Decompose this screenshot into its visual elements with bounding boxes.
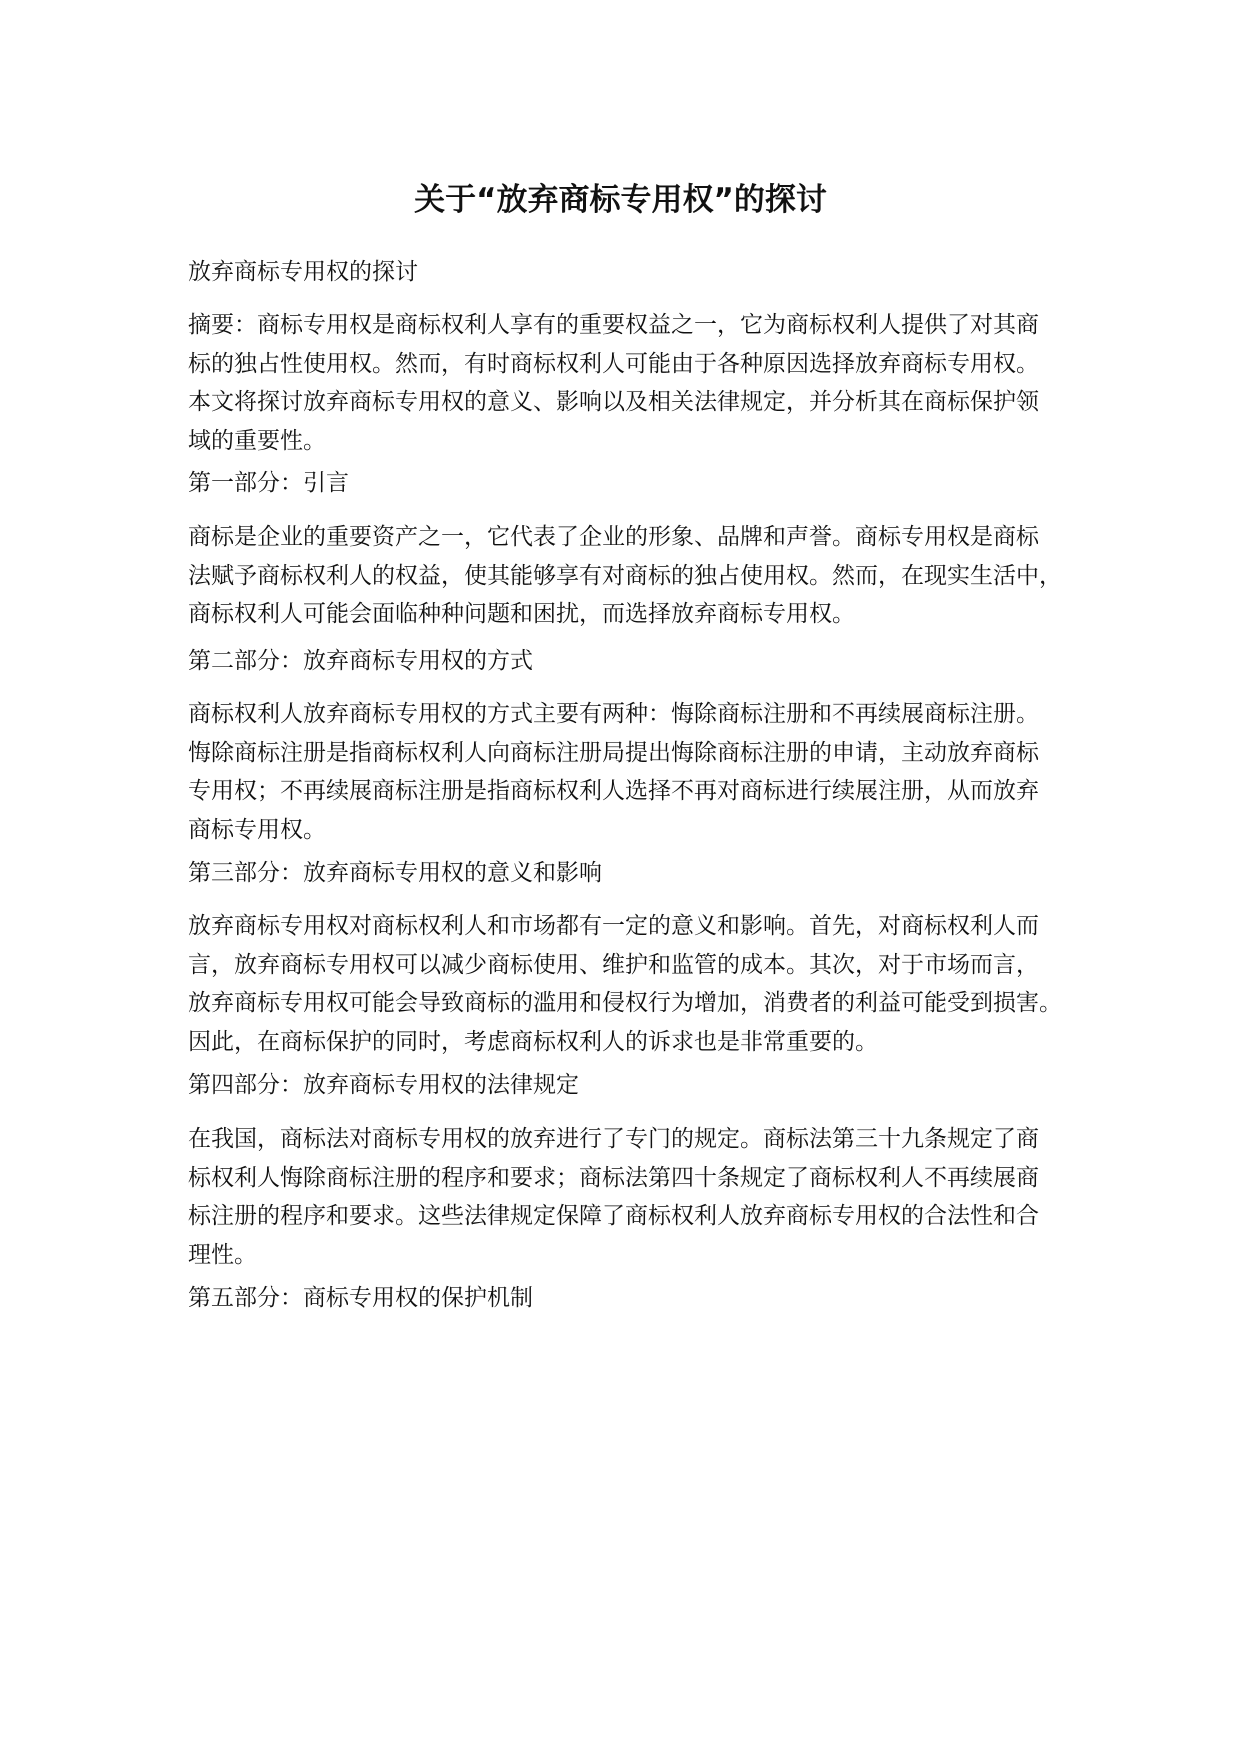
- paragraph-line: 因此，在商标保护的同时，考虑商标权利人的诉求也是非常重要的。: [188, 1028, 878, 1055]
- part3-paragraph: [188, 907, 1062, 1061]
- paragraph-line: 理性。: [188, 1241, 257, 1268]
- paragraph-line: 标权利人悔除商标注册的程序和要求；商标法第四十条规定了商标权利人不再续展商: [188, 1164, 1039, 1191]
- document-title: 关于“放弃商标专用权”的探讨: [414, 182, 827, 218]
- part3-heading: [188, 854, 602, 893]
- section-heading: 第一部分：引言: [188, 470, 349, 496]
- part2-heading: [188, 642, 533, 681]
- abstract-line: 本文将探讨放弃商标专用权的意义、影响以及相关法律规定，并分析其在商标保护领: [188, 389, 1039, 415]
- part4-heading: [188, 1066, 579, 1105]
- paragraph-line: 悔除商标注册是指商标权利人向商标注册局提出悔除商标注册的申请，主动放弃商标: [188, 739, 1039, 766]
- section-heading: 第五部分：商标专用权的保护机制: [188, 1285, 533, 1311]
- paragraph-line: 放弃商标专用权可能会导致商标的滥用和侵权行为增加，消费者的利益可能受到损害。: [188, 990, 1062, 1016]
- abstract-paragraph: [188, 306, 1039, 460]
- abstract-line: 标的独占性使用权。然而，有时商标权利人可能由于各种原因选择放弃商标专用权。: [188, 350, 1039, 377]
- abstract-line: 摘要：商标专用权是商标权利人享有的重要权益之一，它为商标权利人提供了对其商: [188, 312, 1039, 338]
- paragraph-line: 在我国，商标法对商标专用权的放弃进行了专门的规定。商标法第三十九条规定了商: [188, 1126, 1039, 1152]
- paragraph-line: 放弃商标专用权对商标权利人和市场都有一定的意义和影响。首先，对商标权利人而: [188, 913, 1039, 939]
- paragraph-line: 专用权；不再续展商标注册是指商标权利人选择不再对商标进行续展注册，从而放弃: [188, 778, 1039, 804]
- section-heading: 第四部分：放弃商标专用权的法律规定: [188, 1072, 579, 1098]
- abstract-line: 域的重要性。: [188, 427, 326, 454]
- paragraph-line: 商标权利人放弃商标专用权的方式主要有两种：悔除商标注册和不再续展商标注册。: [188, 701, 1039, 727]
- section-heading: 第二部分：放弃商标专用权的方式: [188, 648, 533, 674]
- paragraph-line: 法赋予商标权利人的权益，使其能够享有对商标的独占使用权。然而，在现实生活中，: [188, 562, 1062, 589]
- document-subtitle: [188, 253, 418, 292]
- paragraph-line: 商标权利人可能会面临种种问题和困扰，而选择放弃商标专用权。: [188, 601, 855, 627]
- paragraph-line: 商标是企业的重要资产之一，它代表了企业的形象、品牌和声誉。商标专用权是商标: [188, 524, 1039, 550]
- part1-heading: [188, 464, 349, 503]
- part4-paragraph: [188, 1120, 1039, 1274]
- part5-heading: [188, 1279, 533, 1318]
- section-heading: 第三部分：放弃商标专用权的意义和影响: [188, 860, 602, 886]
- part1-paragraph: [188, 518, 1062, 634]
- paragraph-line: 商标专用权。: [188, 816, 326, 843]
- subtitle-line: 放弃商标专用权的探讨: [188, 259, 418, 285]
- part2-paragraph: [188, 695, 1039, 849]
- paragraph-line: 言，放弃商标专用权可以减少商标使用、维护和监管的成本。其次，对于市场而言，: [188, 951, 1039, 978]
- paragraph-line: 标注册的程序和要求。这些法律规定保障了商标权利人放弃商标专用权的合法性和合: [188, 1203, 1039, 1229]
